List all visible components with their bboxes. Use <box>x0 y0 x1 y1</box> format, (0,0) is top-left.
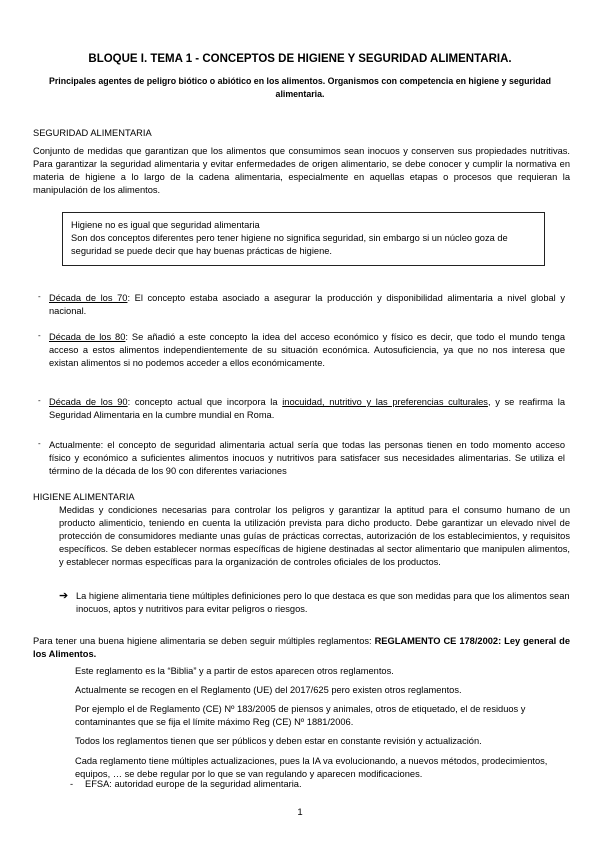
decada-90-underlined: inocuidad, nutritivo y las preferencias culturales <box>282 397 488 407</box>
list-item-decada-90 <box>38 396 565 422</box>
actualmente-text: Actualmente: el concepto de seguridad alimentaria actual sería que todas las personas tienen en todo momento acceso físico y económico a suficientes alimentos inocuos y nutritivos para satisfacer sus necesidades alimentarias. Se utiliza el término de la década de los 90 con diferentes variaciones <box>49 440 565 476</box>
arrow-point-higiene <box>59 590 570 616</box>
decada-80-label: Década de los 80 <box>49 332 126 342</box>
reglamento-line-3: Por ejemplo el de Reglamento (CE) Nº 183/2005 de piensos y animales, otros de etiquetado, el de residuos y contaminantes que se fija el límite máximo Reg (CE) Nº 1881/2006. <box>75 704 526 727</box>
decada-70-label: Década de los 70 <box>49 293 128 303</box>
document-title: BLOQUE I. TEMA 1 - CONCEPTOS DE HIGIENE Y SEGURIDAD ALIMENTARIA. <box>88 53 512 65</box>
highlight-box <box>62 212 545 266</box>
heading-higiene-alimentaria: HIGIENE ALIMENTARIA <box>33 492 135 502</box>
decada-80-text: : Se añadió a este concepto la idea del acceso económico y físico es decir, que todo el mundo tenga acceso a estos alimentos independientemente de su situación económica. Autosuficiencia, ya que no nos interesa que existan alimentos si no podemos acceder a ellos económicamente. <box>49 332 565 368</box>
dash-marker: - <box>38 396 41 405</box>
arrow-point-text: La higiene alimentaria tiene múltiples definiciones pero lo que destaca es que son medidas para que los alimentos sean inocuos, aptos y nutritivos para evitar peligros o riesgos. <box>76 591 570 614</box>
dash-marker: - <box>70 779 74 789</box>
reglamento-ce-178-title: REGLAMENTO CE 178/2002: Ley general de los Alimentos. <box>33 636 570 659</box>
paragraph-seguridad-definition: Conjunto de medidas que garantizan que los alimentos que consumimos sean inocuos y conserven sus propiedades nutritivas. Para garantizar la seguridad alimentaria y evitar enfermedades de origen alimentario, se debe conocer y cumplir la normativa en materia de higiene a lo largo de la cadena alimentaria, especialmente en aquellas etapas o procesos que requieran la manipulación de los alimentos. <box>33 146 570 195</box>
paragraph-higiene-definition: Medidas y condiciones necesarias para controlar los peligros y garantizar la aptitud para el consumo humano de un producto alimenticio, teniendo en cuenta la utilización prevista para dicho producto. Debe garantizar un elevado nivel de protección de consumidores mediante unas guías de prácticas correctas, autorización de los establecimientos, y requisitos específicos. Se deben establecer normas específicas de higiene destinadas al sector alimentario que manipulen alimentos, y establecer normas específicas para la organización de controles oficiales de los productos. <box>59 505 570 567</box>
list-item-decada-80 <box>38 331 565 370</box>
arrow-right-icon: ➔ <box>59 590 69 602</box>
decada-90-text-a: : concepto actual que incorpora la <box>127 397 283 407</box>
list-item-efsa <box>70 778 570 791</box>
dash-marker: - <box>38 292 41 301</box>
paragraph-reglamentos-intro <box>33 635 570 661</box>
list-item-decada-70 <box>38 292 565 318</box>
document-subtitle: Principales agentes de peligro biótico o abiótico en los alimentos. Organismos con competencia en higiene y seguridad alimentaria. <box>48 76 552 99</box>
reglamento-line-5: Cada reglamento tiene múltiples actualizaciones, pues la IA va evolucionando, a nuevos métodos, prodecimientos, equipos, … se debe regular por lo que se van regulando y aparecen modificaciones. <box>75 756 548 779</box>
reglamento-line-2: Actualmente se recogen en el Reglamento (UE) del 2017/625 pero existen otros reglamentos. <box>75 685 462 695</box>
dash-marker: - <box>38 331 41 340</box>
reglamentos-intro-text: Para tener una buena higiene alimentaria se deben seguir múltiples reglamentos: <box>33 636 375 646</box>
dash-marker: - <box>38 439 41 448</box>
heading-seguridad-alimentaria: SEGURIDAD ALIMENTARIA <box>33 128 152 138</box>
page-number: 1 <box>297 807 303 818</box>
list-item-actualmente <box>38 439 565 478</box>
box-text: Son dos conceptos diferentes pero tener higiene no significa seguridad, sin embargo si un núcleo goza de seguridad se puede decir que hay buenas prácticas de higiene. <box>71 233 508 256</box>
reglamento-line-4: Todos los reglamentos tienen que ser públicos y deben estar en constante revisión y actualización. <box>75 736 482 746</box>
decada-90-text-b: , y se reafirma la Seguridad Alimentaria en la cumbre mundial en Roma. <box>49 397 565 420</box>
decada-70-text: : El concepto estaba asociado a asegurar la producción y disponibilidad alimentaria a nivel global y nacional. <box>49 293 565 316</box>
box-title: Higiene no es igual que seguridad alimentaria <box>71 220 260 230</box>
efsa-text: EFSA: autoridad europe de la seguridad alimentaria. <box>85 779 302 789</box>
reglamento-line-1: Este reglamento es la “Biblia” y a partir de estos aparecen otros reglamentos. <box>75 666 394 676</box>
decada-90-label: Década de los 90 <box>49 397 128 407</box>
